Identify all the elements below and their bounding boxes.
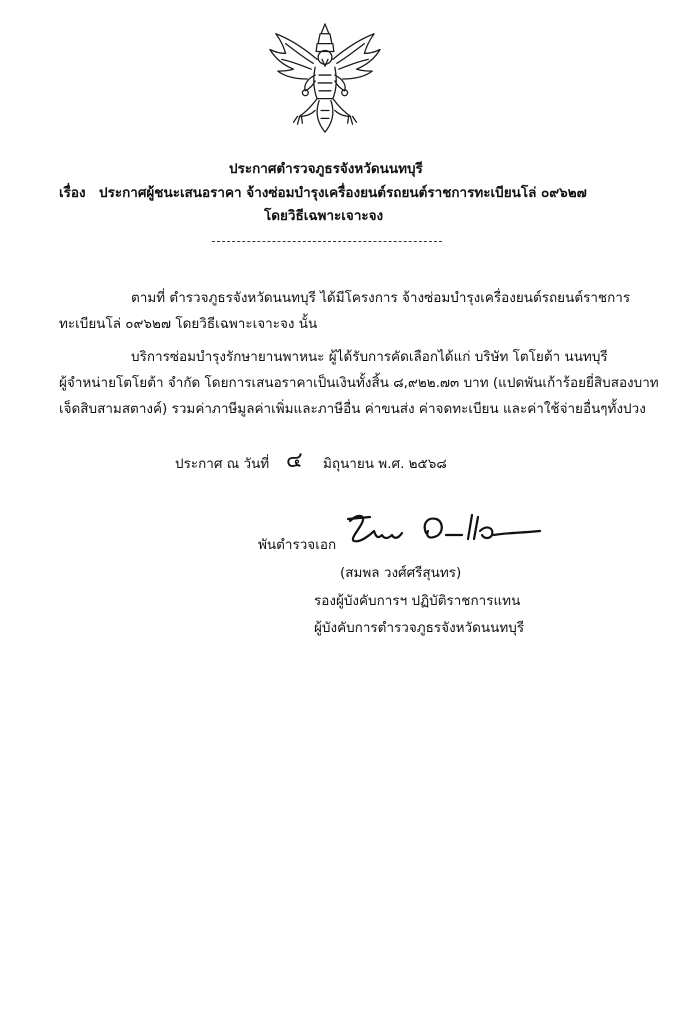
- date-label: ประกาศ ณ วันที่: [175, 456, 270, 472]
- title-divider: [212, 241, 442, 242]
- paragraph-2-line-3: เจ็ดสิบสามสตางค์) รวมค่าภาษีมูลค่าเพิ่มและภาษีอื่น ค่าขนส่ง ค่าจดทะเบียน และค่าใช้จ่ายอื่นๆทั้งปวง: [59, 401, 646, 417]
- garuda-emblem-icon: [266, 20, 384, 138]
- paragraph-2-line-2: ผู้จำหน่ายโตโยต้า จำกัด โดยการเสนอราคาเป็นเงินทั้งสิ้น ๘,๙๒๒.๗๓ บาท (แปดพันเก้าร้อยยี่สิบสองบาท: [59, 375, 659, 391]
- signatory-rank: พันตำรวจเอก: [258, 537, 337, 553]
- paragraph-2-line-1: บริการซ่อมบำรุงรักษายานพาหนะ ผู้ได้รับการคัดเลือกได้แก่ บริษัท โตโยต้า นนทบุรี: [131, 349, 608, 365]
- signatory-position-line-2: ผู้บังคับการตำรวจภูธรจังหวัดนนทบุรี: [314, 620, 525, 636]
- date-day: ๔: [286, 448, 303, 473]
- paragraph-1-line-1: ตามที่ ตำรวจภูธรจังหวัดนนทบุรี ได้มีโครงการ จ้างซ่อมบำรุงเครื่องยนต์รถยนต์ราชการ: [131, 290, 631, 306]
- paragraph-1-line-2: ทะเบียนโล่ ๐๙๖๒๗ โดยวิธีเฉพาะเจาะจง นั้น: [59, 316, 318, 332]
- subject-text: ประกาศผู้ชนะเสนอราคา จ้างซ่อมบำรุงเครื่องยนต์รถยนต์ราชการทะเบียนโล่ ๐๙๖๒๗: [99, 185, 587, 201]
- date-month-year: มิถุนายน พ.ศ. ๒๕๖๘: [323, 456, 447, 472]
- signatory-position-line-1: รองผู้บังคับการฯ ปฏิบัติราชการแทน: [314, 593, 521, 609]
- handwritten-signature: [344, 509, 544, 549]
- subject-label: เรื่อง: [59, 185, 86, 201]
- subject-method: โดยวิธีเฉพาะเจาะจง: [264, 208, 384, 224]
- signatory-name: (สมพล วงศ์ศรีสุนทร): [340, 565, 462, 581]
- announcement-title: ประกาศตำรวจภูธรจังหวัดนนทบุรี: [229, 161, 423, 177]
